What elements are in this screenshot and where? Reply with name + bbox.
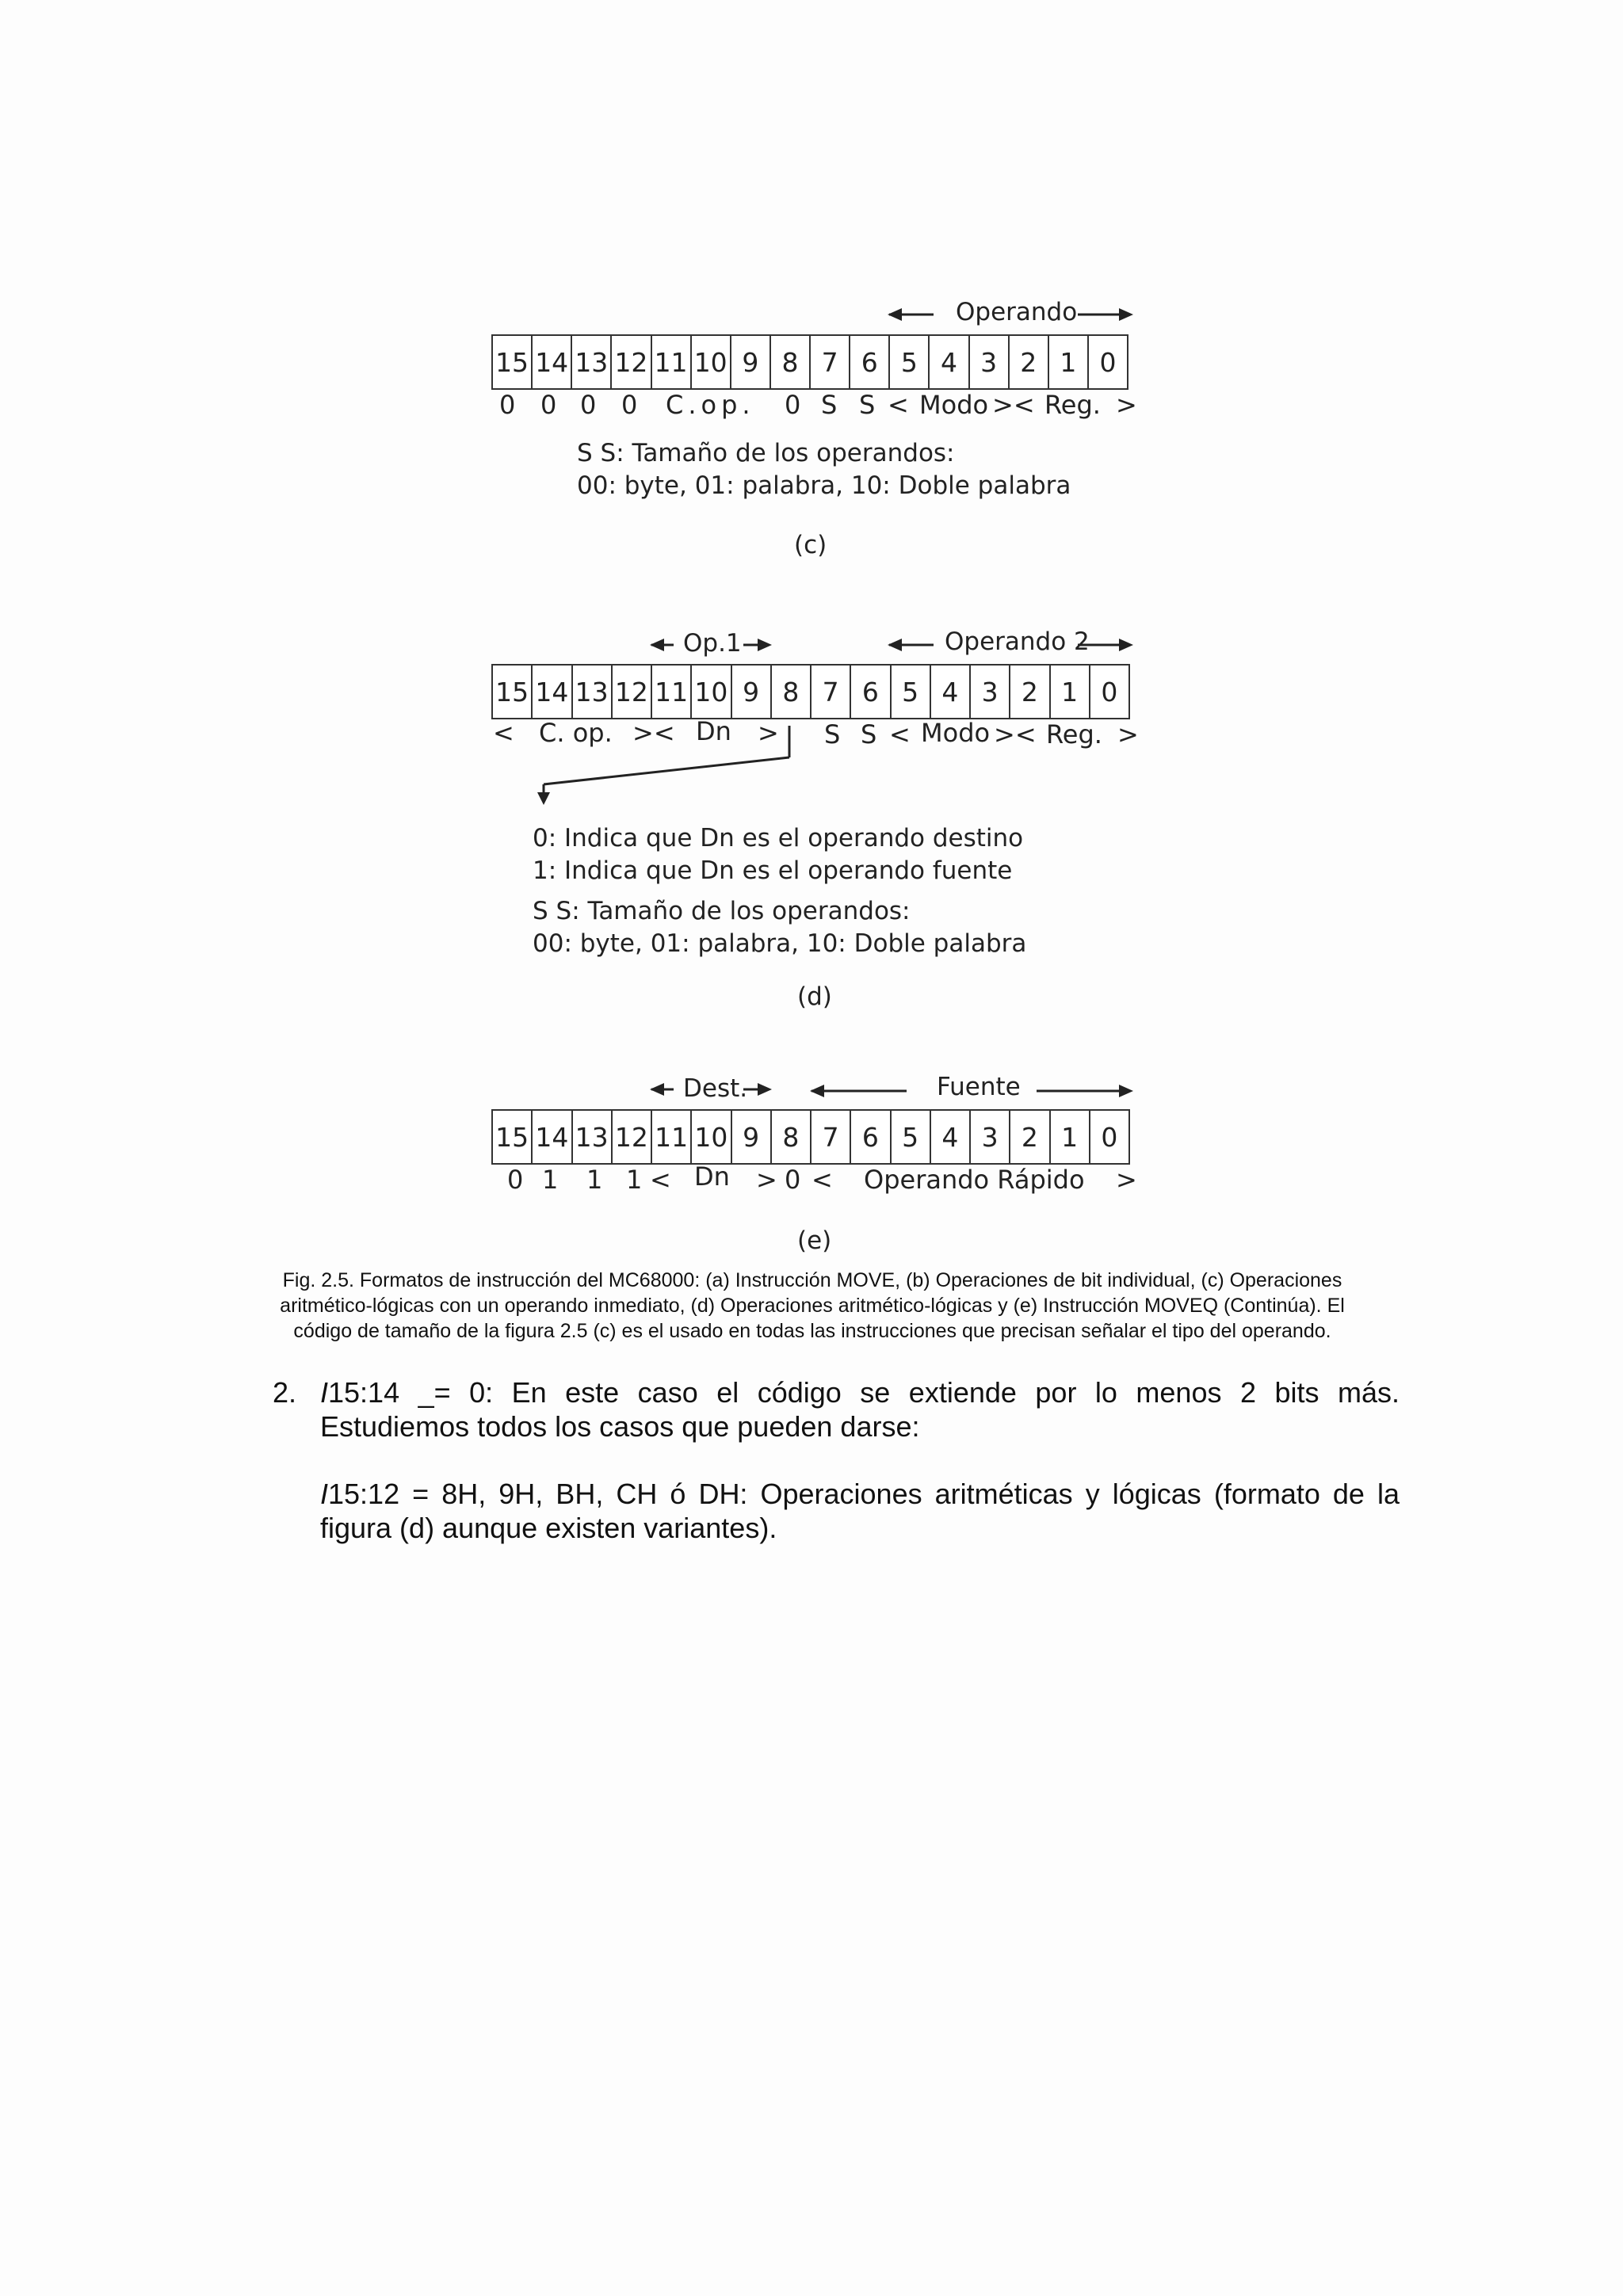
op1-header: Op.1 — [683, 629, 742, 658]
bit-cell: 1 — [1049, 336, 1089, 388]
size-note: 00: byte, 01: palabra, 10: Doble palabra — [577, 471, 1071, 500]
figure-d — [475, 618, 1157, 1030]
field-label: 1 — [586, 1165, 603, 1195]
bit-cell: 4 — [930, 336, 969, 388]
bit-cell: 3 — [971, 1111, 1010, 1163]
item-line-1: 15:14 _= 0: En este caso el código se extiende por lo menos 2 bits más. — [328, 1376, 1400, 1409]
field-label: Dn — [694, 1161, 730, 1192]
field-label: S — [859, 390, 876, 420]
field-label: > — [1116, 390, 1137, 420]
field-label: 0 — [540, 390, 557, 420]
figure-e — [475, 1063, 1157, 1269]
bit-cell: 14 — [533, 666, 572, 718]
bit-cell: 13 — [572, 336, 612, 388]
bit-cell: 7 — [811, 336, 850, 388]
field-label: > — [1116, 1165, 1137, 1195]
direction-note: 0: Indica que Dn es el operando destino — [533, 824, 1024, 852]
field-label: > — [756, 1165, 777, 1195]
field-label: Dn — [696, 716, 731, 746]
list-item-text — [320, 1375, 1400, 1444]
bit-cell: 11 — [652, 1111, 692, 1163]
figure-c — [475, 285, 1157, 570]
bit-cell: 1 — [1051, 1111, 1090, 1163]
operando-header: Operando — [956, 298, 1078, 326]
direction-note: 1: Indica que Dn es el operando fuente — [533, 856, 1013, 885]
field-label: < — [493, 718, 514, 748]
field-label: 0 — [499, 390, 516, 420]
field-label: >< — [994, 719, 1037, 749]
fuente-header: Fuente — [937, 1073, 1021, 1101]
field-label: < — [888, 390, 909, 420]
field-label: 0 — [785, 1165, 801, 1195]
bit-cell: 15 — [493, 336, 533, 388]
bit-cell: 11 — [652, 666, 692, 718]
bit-cell: 5 — [890, 336, 930, 388]
bit-cell: 3 — [971, 666, 1010, 718]
field-label: > — [758, 718, 779, 748]
field-label: S — [824, 719, 841, 749]
figure-label: (e) — [797, 1226, 832, 1255]
size-note: S S: Tamaño de los operandos: — [577, 439, 955, 467]
field-label: C.op. — [666, 390, 755, 420]
bit-cell: 12 — [613, 1111, 652, 1163]
field-label: Reg. — [1044, 390, 1101, 420]
bit-cell: 0 — [1101, 676, 1118, 707]
sub-line — [320, 1477, 1400, 1511]
item-line-2: Estudiemos todos los casos que pueden darse: — [320, 1410, 920, 1443]
bit-cell: 9 — [731, 336, 771, 388]
bit-cell: 13 — [573, 1111, 613, 1163]
sub-paragraph — [320, 1477, 1400, 1545]
field-label: S — [861, 719, 877, 749]
dest-fuente-arrows — [475, 1063, 1157, 1111]
bit-cell: 15 — [493, 666, 533, 718]
size-note: S S: Tamaño de los operandos: — [533, 897, 911, 925]
field-label: Modo — [919, 390, 989, 420]
bit-cell: 4 — [931, 1111, 971, 1163]
bit-cell: 12 — [612, 336, 651, 388]
bit-cell: 10 — [692, 666, 731, 718]
bit-cells-c — [491, 334, 1128, 390]
field-label: < — [889, 719, 911, 749]
bit-cell: 15 — [493, 1111, 533, 1163]
field-label: < — [812, 1165, 833, 1195]
caption-line: código de tamaño de la figura 2.5 (c) es el usado en todas las instrucciones que precisan señalar el tipo del operando. — [293, 1320, 1331, 1342]
caption-line: Fig. 2.5. Formatos de instrucción del MC68000: (a) Instrucción MOVE, (b) Operaciones de bit individual, (c) Operaciones — [282, 1269, 1342, 1291]
bit-cell: 11 — [652, 336, 692, 388]
bit-cell: 5 — [892, 1111, 931, 1163]
field-label: Modo — [921, 718, 991, 748]
bit-cell: 6 — [851, 1111, 891, 1163]
field-label: C. op. — [539, 718, 613, 748]
bit-cell: 2 — [1010, 666, 1050, 718]
bit-cell: 9 — [732, 666, 772, 718]
bit-cell: 14 — [533, 336, 572, 388]
bit-cell: 6 — [850, 336, 890, 388]
bit-cell: 4 — [931, 666, 971, 718]
variable-i: I — [320, 1478, 329, 1510]
field-label: 1 — [542, 1165, 559, 1195]
field-label: 0 — [621, 390, 638, 420]
field-label: >< — [992, 390, 1035, 420]
bit-cell: 0 — [1099, 346, 1117, 378]
sub-line-2: figura (d) aunque existen variantes). — [320, 1512, 777, 1544]
dest-header: Dest. — [683, 1074, 748, 1103]
field-label: 0 — [785, 390, 801, 420]
bit-cell: 14 — [533, 1111, 572, 1163]
field-label: >< — [632, 718, 675, 748]
bit-cells-e — [491, 1109, 1130, 1165]
caption-line: aritmético-lógicas con un operando inmediato, (d) Operaciones aritmético-lógicas y (e) Instrucción MOVEQ (Continúa). El — [280, 1295, 1345, 1317]
field-label: S — [821, 390, 838, 420]
size-note: 00: byte, 01: palabra, 10: Doble palabra — [533, 929, 1027, 958]
bit-cell: 2 — [1010, 336, 1049, 388]
field-label: Operando Rápido — [864, 1165, 1085, 1195]
bit-cell: 2 — [1010, 1111, 1050, 1163]
bit-cell: 8 — [772, 666, 812, 718]
bit-cell: 10 — [692, 1111, 731, 1163]
figure-label: (d) — [797, 982, 832, 1011]
figure-caption — [230, 1268, 1395, 1344]
field-label: 0 — [507, 1165, 524, 1195]
bit-cell: 3 — [970, 336, 1010, 388]
bit-cell: 7 — [812, 666, 851, 718]
field-label: > — [1117, 719, 1139, 749]
figure-label: (c) — [794, 531, 827, 559]
item-line — [320, 1375, 1400, 1409]
bit-cell: 0 — [1101, 1121, 1118, 1153]
field-label: < — [650, 1165, 671, 1195]
bit-cell: 6 — [851, 666, 891, 718]
bit-cells-d — [491, 664, 1130, 719]
bit-cell: 8 — [772, 1111, 812, 1163]
bit-cell: 10 — [692, 336, 731, 388]
variable-i: I — [320, 1376, 329, 1409]
field-label: Reg. — [1046, 719, 1102, 749]
bit-cell: 7 — [812, 1111, 851, 1163]
bit-cell: 12 — [613, 666, 652, 718]
field-label: 1 — [626, 1165, 643, 1195]
bit-cell: 8 — [771, 336, 811, 388]
sub-line-1: 15:12 = 8H, 9H, BH, CH ó DH: Operaciones aritméticas y lógicas (formato de la — [328, 1478, 1400, 1510]
bit-cell: 5 — [892, 666, 931, 718]
list-item-number: 2. — [273, 1376, 297, 1409]
bit-cell: 1 — [1051, 666, 1090, 718]
field-label: 0 — [580, 390, 597, 420]
bit-cell: 9 — [732, 1111, 772, 1163]
operando2-header: Operando 2 — [945, 627, 1090, 656]
bit-cell: 13 — [573, 666, 613, 718]
